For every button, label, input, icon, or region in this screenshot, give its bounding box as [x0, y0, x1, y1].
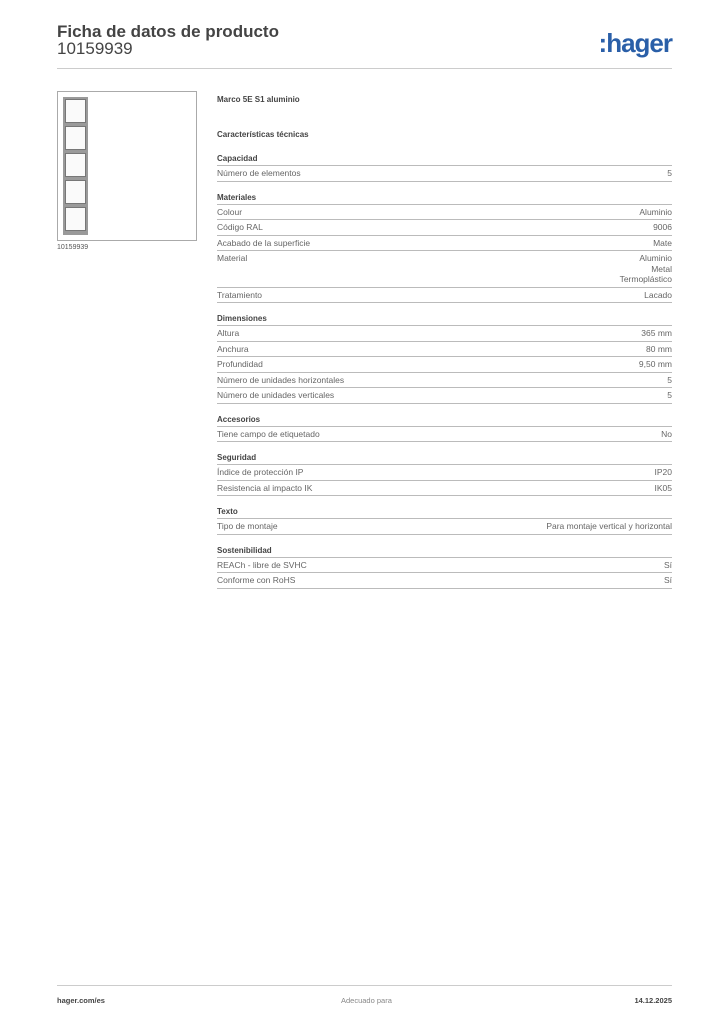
spec-row	[217, 373, 672, 389]
spec-value	[655, 483, 673, 494]
spec-sections	[217, 154, 672, 589]
spec-label: Índice de protección IP	[217, 467, 304, 477]
spec-label: Número de elementos	[217, 168, 301, 178]
spec-value	[667, 168, 672, 179]
spec-content	[217, 95, 672, 600]
product-name: Marco 5E S1 aluminio	[217, 95, 300, 104]
spec-row	[217, 205, 672, 221]
spec-row	[217, 288, 672, 304]
footer-suitable: Adecuado para	[341, 996, 392, 1005]
spec-label: Tiene campo de etiquetado	[217, 428, 320, 439]
section-heading: Accesorios	[217, 415, 672, 427]
spec-value-line: 5	[667, 390, 672, 400]
product-code: 10159939	[57, 39, 133, 58]
frame-illustration	[63, 97, 88, 235]
footer-divider	[57, 985, 672, 986]
spec-label: Número de unidades horizontales	[217, 374, 345, 385]
spec-label: Código RAL	[217, 222, 263, 232]
image-label: 10159939	[57, 244, 89, 251]
spec-row	[217, 326, 672, 342]
spec-value	[546, 521, 672, 532]
spec-label: Profundidad	[217, 359, 263, 369]
spec-value-line: No	[661, 428, 672, 439]
spec-label: Anchura	[217, 343, 249, 354]
spec-value-line: Para montaje vertical y horizontal	[546, 521, 672, 531]
spec-label: Número de unidades verticales	[217, 390, 335, 400]
spec-value-line: Sí	[663, 575, 672, 585]
spec-value-line: Lacado	[644, 289, 672, 300]
spec-section	[217, 507, 672, 535]
spec-section	[217, 415, 672, 443]
spec-label: Tratamiento	[217, 289, 263, 300]
spec-section	[217, 314, 672, 404]
spec-label: Altura	[217, 328, 240, 338]
spec-value-line: 5	[667, 168, 672, 178]
spec-value	[667, 375, 672, 386]
spec-value	[655, 467, 673, 478]
section-title: Características técnicas	[217, 130, 309, 139]
spec-label: Colour	[217, 206, 243, 217]
spec-value	[661, 429, 672, 440]
spec-section	[217, 453, 672, 496]
footer-website[interactable]: hager.com/es	[57, 996, 105, 1005]
spec-value-line: Mate	[653, 237, 672, 248]
footer-date: 14.12.2025	[634, 996, 672, 1005]
spec-row	[217, 388, 672, 404]
product-image	[57, 91, 197, 241]
spec-row	[217, 427, 672, 443]
spec-value-line: Aluminio	[639, 206, 672, 217]
hager-logo: :hager	[598, 28, 672, 58]
spec-value-line: 9,50 mm	[638, 359, 672, 369]
spec-value	[620, 253, 672, 285]
spec-section	[217, 193, 672, 304]
spec-value-line: 9006	[653, 222, 672, 232]
spec-value-line: 365 mm	[641, 328, 672, 338]
spec-label: Material	[217, 253, 248, 263]
spec-label: Resistencia al impacto IK	[217, 482, 313, 493]
spec-value	[646, 344, 672, 355]
spec-row	[217, 166, 672, 182]
spec-row	[217, 251, 672, 288]
section-heading: Materiales	[217, 193, 672, 205]
header-divider	[57, 68, 672, 69]
spec-label: Acabado de la superficie	[217, 237, 311, 248]
spec-value	[641, 328, 672, 339]
spec-label: Tipo de montaje	[217, 521, 278, 531]
spec-value-line: Aluminio	[639, 253, 672, 263]
spec-label: Conforme con RoHS	[217, 575, 296, 585]
spec-row	[217, 220, 672, 236]
spec-value	[667, 390, 672, 401]
spec-value-line: Sí	[663, 559, 672, 570]
spec-row	[217, 357, 672, 373]
spec-row	[217, 236, 672, 252]
spec-section	[217, 154, 672, 182]
spec-value	[639, 207, 672, 218]
section-heading: Dimensiones	[217, 314, 672, 326]
section-heading: Texto	[217, 507, 672, 519]
section-heading: Capacidad	[217, 154, 672, 166]
spec-value-line: Metal	[651, 263, 672, 274]
spec-row	[217, 465, 672, 481]
spec-value	[653, 238, 672, 249]
spec-label: REACh - libre de SVHC	[217, 559, 307, 570]
section-heading: Seguridad	[217, 453, 672, 465]
spec-section	[217, 546, 672, 589]
spec-value	[664, 560, 672, 571]
spec-row	[217, 573, 672, 589]
spec-value	[653, 222, 672, 233]
spec-value	[664, 575, 672, 586]
spec-row	[217, 481, 672, 497]
spec-value	[639, 359, 672, 370]
spec-row	[217, 558, 672, 574]
spec-value	[644, 290, 672, 301]
spec-row	[217, 342, 672, 358]
section-heading: Sostenibilidad	[217, 546, 672, 558]
spec-value-line: 5	[667, 374, 672, 385]
spec-value-line: IP20	[654, 467, 672, 477]
page-title: Ficha de datos de producto	[57, 22, 279, 41]
spec-row	[217, 519, 672, 535]
spec-value-line: IK05	[654, 482, 672, 493]
spec-value-line: Termoplástico	[619, 274, 672, 284]
spec-value-line: 80 mm	[646, 343, 672, 354]
